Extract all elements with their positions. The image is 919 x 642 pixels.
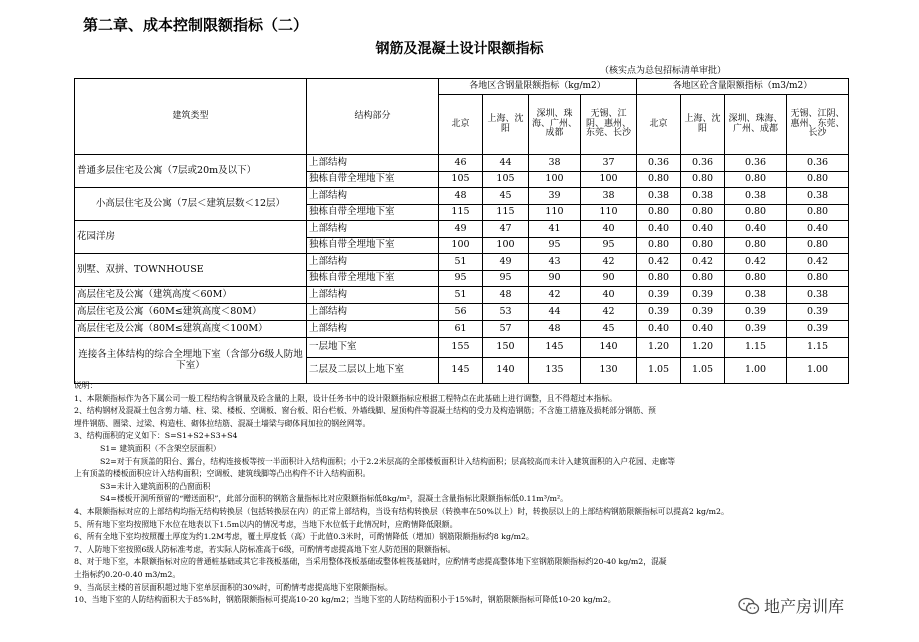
- structure-part-cell: 独栋自带全埋地下室: [307, 172, 439, 188]
- concrete-value-cell: 0.36: [637, 155, 681, 172]
- concrete-value-cell: 0.80: [725, 271, 787, 287]
- structure-part-cell: 一层地下室: [307, 338, 439, 358]
- concrete-value-cell: 1.20: [681, 338, 725, 358]
- concrete-value-cell: 0.38: [725, 188, 787, 205]
- note-line: 埋件钢筋、圈梁、过梁、构造柱、砌体拉结筋、混凝土墙梁与砌体间加拉的钢丝网等。: [74, 418, 371, 428]
- note-line: S4=楼板开洞所预留的“赠送面积”，此部分面积的钢筋含量指标比对应限额指标低8kg/m²，混凝土含量指标比限额指标低0.11m³/m²。: [100, 494, 568, 504]
- concrete-value-cell: 0.40: [681, 321, 725, 338]
- note-line: S2=对于有顶盖的阳台、露台，结构连接板等按一半面积计入结构面积；小于2.2米层高的全部楼板面积计入结构面积；层高较高而未计入建筑面积的入户花园、走廊等: [100, 456, 676, 466]
- steel-value-cell: 100: [483, 238, 529, 254]
- steel-value-cell: 95: [439, 271, 483, 287]
- steel-value-cell: 115: [483, 205, 529, 221]
- structure-part-cell: 上部结构: [307, 254, 439, 271]
- concrete-value-cell: 1.05: [681, 358, 725, 384]
- concrete-value-cell: 0.40: [787, 221, 849, 238]
- structure-part-cell: 独栋自带全埋地下室: [307, 205, 439, 221]
- steel-value-cell: 95: [581, 238, 637, 254]
- steel-value-cell: 53: [483, 304, 529, 321]
- table-row: [75, 321, 849, 338]
- steel-value-cell: 51: [439, 287, 483, 304]
- concrete-value-cell: 0.38: [787, 287, 849, 304]
- note-line: 6、所有全地下室均按照覆土厚度为约1.2M考虑，覆土厚度低（高）于此值0.3米时，可酌情降低（增加）钢筋限额指标约8 kg/m2。: [74, 532, 534, 542]
- concrete-value-cell: 0.80: [787, 205, 849, 221]
- audit-note: （核实点为总包招标清单审批）: [600, 66, 727, 76]
- steel-value-cell: 90: [529, 271, 581, 287]
- steel-value-cell: 150: [483, 338, 529, 358]
- steel-value-cell: 42: [529, 287, 581, 304]
- steel-value-cell: 90: [581, 271, 637, 287]
- structure-part-cell: 二层及二层以上地下室: [307, 358, 439, 384]
- steel-value-cell: 140: [483, 358, 529, 384]
- concrete-value-cell: 0.80: [637, 238, 681, 254]
- table-row: [75, 155, 849, 172]
- concrete-value-cell: 0.80: [725, 205, 787, 221]
- steel-value-cell: 105: [439, 172, 483, 188]
- concrete-value-cell: 1.05: [637, 358, 681, 384]
- header-building-type: 建筑类型: [75, 79, 307, 155]
- note-line: 2、结构钢材及混凝土包含剪力墙、柱、梁、楼板、空调板、窗台板、阳台栏板、外墙线脚、屋顶构件等混凝土结构的受力及构造钢筋；不含施工措施及损耗部分钢筋、预: [74, 406, 656, 416]
- note-line: 1、本限额指标作为各下属公司一般工程结构含钢量及砼含量的上限，设计任务书中的设计限额指标应根据工程特点在此基础上进行调整，且不得超过本指标。: [74, 393, 617, 403]
- limit-table: [74, 78, 849, 384]
- steel-value-cell: 110: [529, 205, 581, 221]
- concrete-value-cell: 0.80: [725, 238, 787, 254]
- header-concrete-group: 各地区砼含量限额指标（m3/m2）: [637, 79, 849, 95]
- steel-value-cell: 95: [529, 238, 581, 254]
- concrete-value-cell: 0.39: [787, 304, 849, 321]
- note-line: S3=未计入建筑面积的凸窗面积: [100, 481, 211, 491]
- steel-value-cell: 48: [439, 188, 483, 205]
- steel-value-cell: 47: [483, 221, 529, 238]
- steel-value-cell: 44: [483, 155, 529, 172]
- concrete-value-cell: 0.36: [681, 155, 725, 172]
- steel-value-cell: 48: [529, 321, 581, 338]
- structure-part-cell: 独栋自带全埋地下室: [307, 238, 439, 254]
- concrete-value-cell: 0.42: [637, 254, 681, 271]
- watermark: [738, 594, 844, 617]
- structure-part-cell: 上部结构: [307, 155, 439, 172]
- steel-value-cell: 140: [581, 338, 637, 358]
- table-row: [75, 188, 849, 205]
- watermark-text: 地产房训库: [764, 597, 845, 616]
- steel-value-cell: 41: [529, 221, 581, 238]
- concrete-value-cell: 0.80: [637, 205, 681, 221]
- header-region: 深圳、珠海、广州、成都: [529, 95, 581, 155]
- steel-value-cell: 100: [529, 172, 581, 188]
- concrete-value-cell: 0.38: [787, 188, 849, 205]
- concrete-value-cell: 1.00: [725, 358, 787, 384]
- table-row: [75, 221, 849, 238]
- steel-value-cell: 130: [581, 358, 637, 384]
- steel-value-cell: 44: [529, 304, 581, 321]
- concrete-value-cell: 0.36: [725, 155, 787, 172]
- note-line: 土指标约0.20-0.40 m3/m2。: [74, 569, 181, 579]
- concrete-value-cell: 0.39: [681, 287, 725, 304]
- steel-value-cell: 45: [581, 321, 637, 338]
- steel-value-cell: 45: [483, 188, 529, 205]
- concrete-value-cell: 0.80: [637, 271, 681, 287]
- steel-value-cell: 100: [439, 238, 483, 254]
- structure-part-cell: 上部结构: [307, 287, 439, 304]
- note-line: 9、当高层主楼的首层面积超过地下室单层面积的30%时，可酌情考虑提高地下室限额指标。: [74, 582, 393, 592]
- header-region: 深圳、珠海、广州、成都: [725, 95, 787, 155]
- steel-value-cell: 37: [581, 155, 637, 172]
- structure-part-cell: 上部结构: [307, 188, 439, 205]
- concrete-value-cell: 0.80: [725, 172, 787, 188]
- concrete-value-cell: 0.80: [787, 172, 849, 188]
- concrete-value-cell: 1.15: [725, 338, 787, 358]
- steel-value-cell: 61: [439, 321, 483, 338]
- concrete-value-cell: 0.39: [637, 287, 681, 304]
- concrete-value-cell: 0.40: [681, 221, 725, 238]
- concrete-value-cell: 0.80: [787, 271, 849, 287]
- header-region: 无锡、江阴、惠州、东莞、长沙: [787, 95, 849, 155]
- concrete-value-cell: 0.42: [681, 254, 725, 271]
- concrete-value-cell: 0.80: [681, 271, 725, 287]
- concrete-value-cell: 1.15: [787, 338, 849, 358]
- steel-value-cell: 40: [581, 287, 637, 304]
- header-region: 上海、沈阳: [483, 95, 529, 155]
- table-row: [75, 304, 849, 321]
- steel-value-cell: 115: [439, 205, 483, 221]
- steel-value-cell: 48: [483, 287, 529, 304]
- concrete-value-cell: 0.80: [637, 172, 681, 188]
- document-title: 钢筋及混凝土设计限额指标: [375, 41, 544, 57]
- concrete-value-cell: 0.38: [637, 188, 681, 205]
- steel-value-cell: 43: [529, 254, 581, 271]
- structure-part-cell: 上部结构: [307, 321, 439, 338]
- structure-part-cell: 独栋自带全埋地下室: [307, 271, 439, 287]
- steel-value-cell: 42: [581, 304, 637, 321]
- header-region: 上海、沈阳: [681, 95, 725, 155]
- concrete-value-cell: 0.39: [637, 304, 681, 321]
- concrete-value-cell: 0.38: [681, 188, 725, 205]
- concrete-value-cell: 0.80: [681, 238, 725, 254]
- header-structure-part: 结构部分: [307, 79, 439, 155]
- steel-value-cell: 49: [483, 254, 529, 271]
- steel-value-cell: 145: [439, 358, 483, 384]
- building-type-cell: 别墅、双拼、TOWNHOUSE: [75, 254, 307, 287]
- building-type-cell: 高层住宅及公寓（60M≤建筑高度＜80M）: [75, 304, 307, 321]
- structure-part-cell: 上部结构: [307, 304, 439, 321]
- steel-value-cell: 42: [581, 254, 637, 271]
- note-line: 说明：: [74, 381, 98, 390]
- header-region: 无锡、江阴、惠州、东莞、长沙: [581, 95, 637, 155]
- table-row: [75, 338, 849, 358]
- building-type-cell: 连接各主体结构的综合全埋地下室（含部分6级人防地下室）: [75, 338, 307, 384]
- steel-value-cell: 95: [483, 271, 529, 287]
- concrete-value-cell: 1.20: [637, 338, 681, 358]
- concrete-value-cell: 0.40: [637, 221, 681, 238]
- building-type-cell: 花园洋房: [75, 221, 307, 254]
- concrete-value-cell: 0.39: [725, 304, 787, 321]
- note-line: S1= 建筑面积（不含架空层面积）: [100, 443, 221, 453]
- concrete-value-cell: 0.39: [725, 321, 787, 338]
- concrete-value-cell: 0.42: [787, 254, 849, 271]
- steel-value-cell: 155: [439, 338, 483, 358]
- note-line: 5、所有地下室均按照地下水位在地表以下1.5m以内的情况考虑，当地下水位低于此情况时，应酌情降低限额。: [74, 519, 458, 529]
- concrete-value-cell: 0.40: [725, 221, 787, 238]
- concrete-value-cell: 0.38: [725, 287, 787, 304]
- header-region: 北京: [439, 95, 483, 155]
- concrete-value-cell: 0.39: [681, 304, 725, 321]
- building-type-cell: 普通多层住宅及公寓（7层或20m及以下）: [75, 155, 307, 188]
- note-line: 10、当地下室的人防结构面积大于85%时，钢筋限额指标可提高10-20 kg/m2；当地下室的人防结构面积小于15%时，钢筋限额指标可降低10-20 kg/m2。: [74, 595, 616, 605]
- table-row: [75, 287, 849, 304]
- steel-value-cell: 38: [581, 188, 637, 205]
- steel-value-cell: 57: [483, 321, 529, 338]
- header-region: 北京: [637, 95, 681, 155]
- concrete-value-cell: 0.39: [787, 321, 849, 338]
- steel-value-cell: 56: [439, 304, 483, 321]
- note-line: 3、结构面积的定义如下：S=S1+S2+S3+S4: [74, 431, 238, 441]
- table-row: [75, 254, 849, 271]
- steel-value-cell: 135: [529, 358, 581, 384]
- notes-section: [74, 380, 864, 607]
- note-line: 4、本限额指标对应的上部结构均指无结构转换层（包括转换层在内）的正常上部结构，当设有结构转换层（转换率在50%以上）时，转换层以上的上部结构钢筋限额指标可以提高2 kg/m2。: [74, 506, 729, 516]
- header-steel-group: 各地区含钢量限额指标（kg/m2）: [439, 79, 637, 95]
- steel-value-cell: 100: [581, 172, 637, 188]
- building-type-cell: 高层住宅及公寓（建筑高度＜60M）: [75, 287, 307, 304]
- concrete-value-cell: 0.42: [725, 254, 787, 271]
- concrete-value-cell: 0.40: [637, 321, 681, 338]
- structure-part-cell: 上部结构: [307, 221, 439, 238]
- note-line: 8、对于地下室，本限额指标对应的普通桩基础或其它非筏板基础，当采用整体筏板基础或整体桩筏基础时，应酌情考虑提高整体地下室钢筋限额指标约20-40 kg/m2，混凝: [74, 557, 667, 567]
- concrete-value-cell: 0.80: [681, 205, 725, 221]
- steel-value-cell: 110: [581, 205, 637, 221]
- steel-value-cell: 40: [581, 221, 637, 238]
- note-line: 7、人防地下室按照6级人防标准考虑，若实际人防标准高于6级，可酌情考虑提高地下室人防范围的限额指标。: [74, 544, 456, 554]
- steel-value-cell: 39: [529, 188, 581, 205]
- building-type-cell: 小高层住宅及公寓（7层＜建筑层数＜12层）: [75, 188, 307, 221]
- steel-value-cell: 46: [439, 155, 483, 172]
- steel-value-cell: 105: [483, 172, 529, 188]
- building-type-cell: 高层住宅及公寓（80M≤建筑高度＜100M）: [75, 321, 307, 338]
- concrete-value-cell: 0.80: [787, 238, 849, 254]
- concrete-value-cell: 0.80: [681, 172, 725, 188]
- wechat-icon: [738, 597, 760, 615]
- steel-value-cell: 49: [439, 221, 483, 238]
- note-line: 上有顶盖的楼板面积应计入结构面积；空调板、建筑线脚等凸出构件不计入结构面积。: [74, 469, 371, 479]
- steel-value-cell: 38: [529, 155, 581, 172]
- steel-value-cell: 145: [529, 338, 581, 358]
- steel-value-cell: 51: [439, 254, 483, 271]
- concrete-value-cell: 1.00: [787, 358, 849, 384]
- chapter-title: 第二章、成本控制限额指标（二）: [83, 16, 309, 34]
- concrete-value-cell: 0.36: [787, 155, 849, 172]
